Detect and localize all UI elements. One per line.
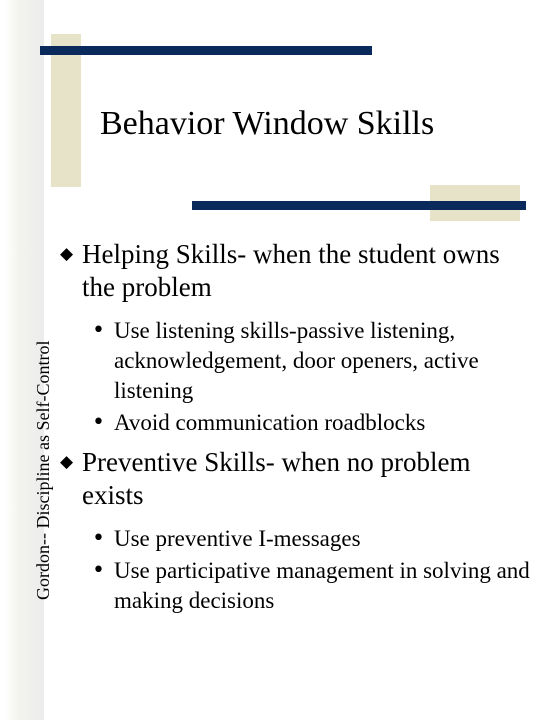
dot-bullet-icon: •	[92, 318, 105, 343]
decorative-bar-right	[192, 201, 526, 210]
list-item-text: Avoid communication roadblocks	[114, 410, 426, 435]
list-item	[92, 556, 530, 616]
list-item-text: Use preventive I-messages	[114, 526, 361, 551]
section-heading-preventive	[60, 446, 530, 512]
sub-list-helping	[92, 316, 530, 438]
list-item-text: Use participative management in solving and making decisions	[114, 558, 530, 613]
decorative-bar-top	[40, 46, 372, 55]
section-heading-text: Helping Skills- when the student owns the problem	[82, 239, 500, 302]
section-heading-helping	[60, 238, 530, 304]
list-item-text: Use listening skills-passive listening, acknowledgement, door openers, active listening	[114, 318, 479, 403]
dot-bullet-icon: •	[92, 410, 105, 435]
section-heading-text: Preventive Skills- when no problem exists	[82, 447, 471, 510]
slide-title: Behavior Window Skills	[100, 105, 435, 142]
sub-list-preventive	[92, 524, 530, 616]
dot-bullet-icon: •	[92, 526, 105, 551]
list-item	[92, 316, 530, 406]
diamond-bullet-icon: ◆	[60, 452, 74, 472]
decorative-tan-block-top	[51, 34, 81, 187]
side-label: Gordon-- Discipline as Self-Control	[33, 340, 53, 600]
slide-content	[60, 238, 530, 624]
list-item	[92, 524, 530, 554]
list-item	[92, 408, 530, 438]
dot-bullet-icon: •	[92, 558, 105, 583]
diamond-bullet-icon: ◆	[60, 244, 74, 264]
